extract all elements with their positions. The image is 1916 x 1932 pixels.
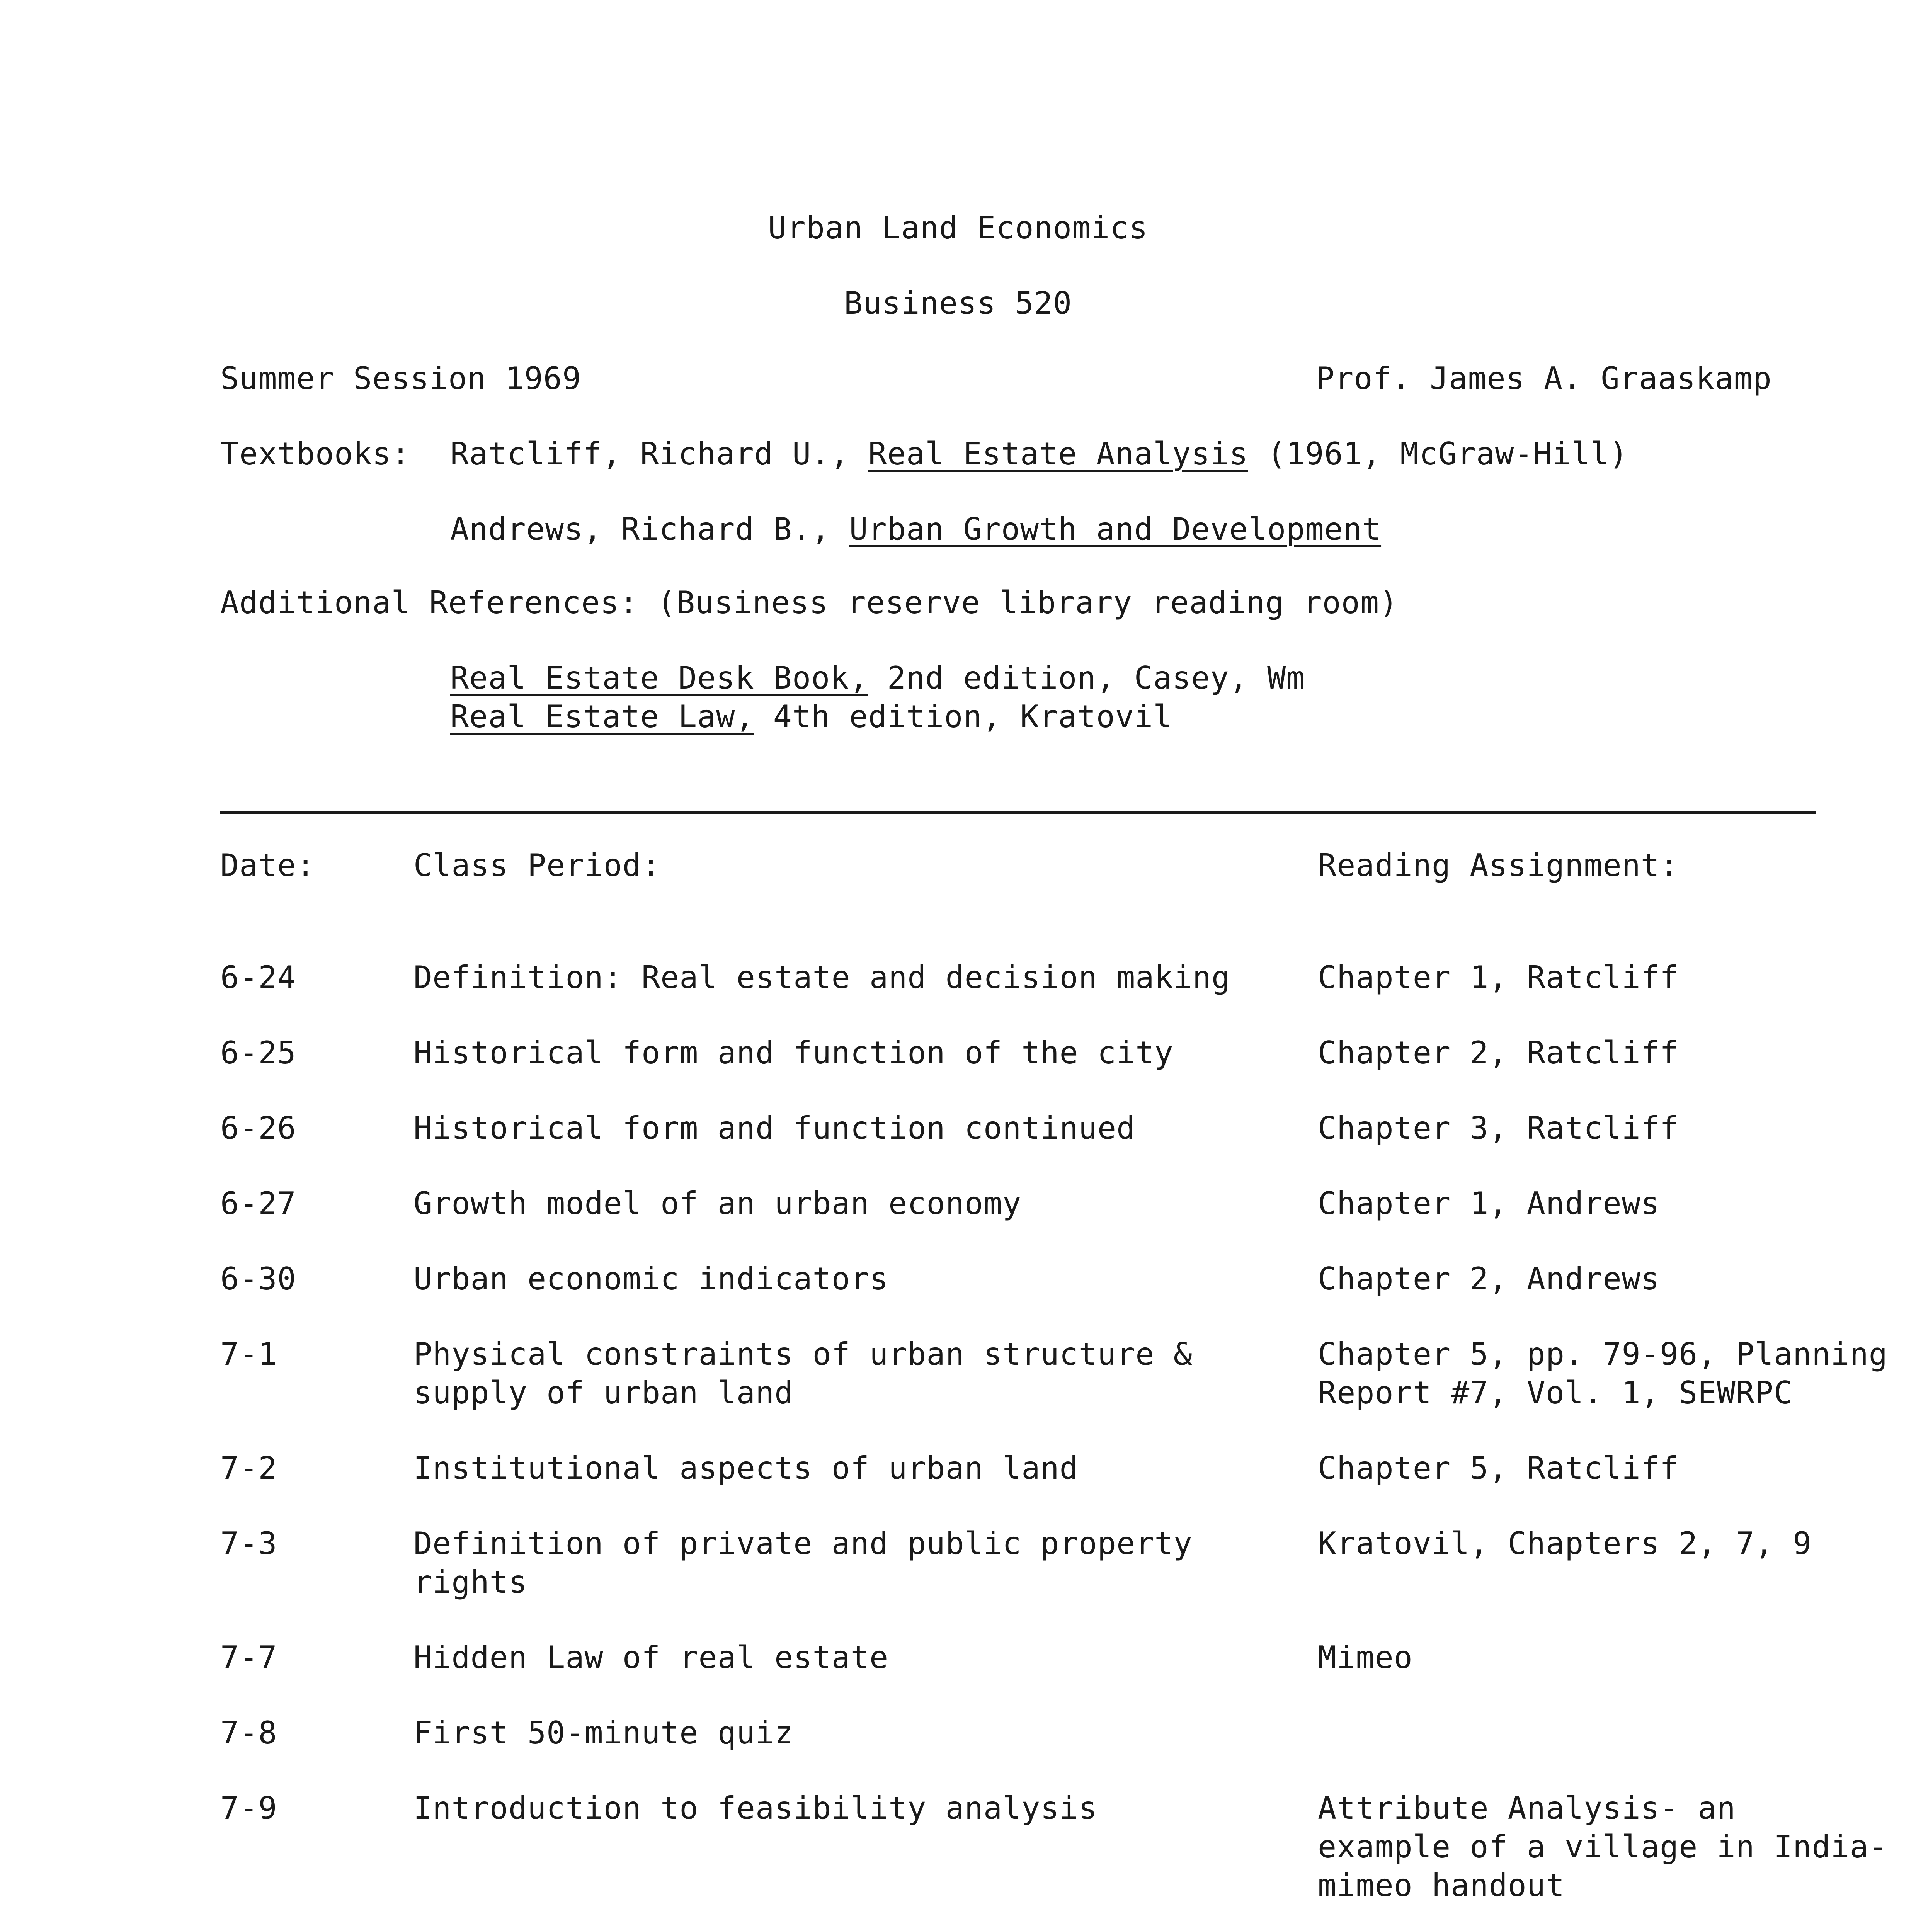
reference-1 (450, 659, 1305, 697)
row-class-period: Definition: Real estate and decision making (413, 959, 1231, 995)
row-class-period: Institutional aspects of urban land (413, 1450, 1079, 1486)
course-title: Urban Land Economics (768, 210, 1148, 246)
header-date: Date: (220, 847, 315, 883)
row-reading-assignment: Chapter 2, Andrews (1318, 1261, 1660, 1297)
textbook-1-title: Real Estate Analysis (868, 436, 1248, 472)
horizontal-divider (220, 811, 1816, 814)
row-reading-assignment: Chapter 3, Ratcliff (1318, 1110, 1679, 1146)
row-class-period: Physical constraints of urban structure & (413, 1336, 1193, 1372)
reference-2-title: Real Estate Law, (450, 699, 754, 735)
row-date: 6-25 (220, 1035, 296, 1071)
row-date: 6-24 (220, 959, 296, 995)
textbook-2 (450, 510, 1381, 549)
row-class-period: Definition of private and public property (413, 1526, 1193, 1561)
row-class-period: Urban economic indicators (413, 1261, 889, 1297)
textbook-1-info: (1961, McGraw-Hill) (1267, 436, 1628, 472)
header-class-period: Class Period: (413, 847, 661, 883)
row-date: 6-30 (220, 1261, 296, 1297)
reference-1-title: Real Estate Desk Book, (450, 660, 868, 696)
course-number: Business 520 (844, 285, 1072, 321)
row-date: 6-26 (220, 1110, 296, 1146)
row-reading-assignment: Report #7, Vol. 1, SEWRPC (1318, 1375, 1793, 1411)
references-label: Additional References: (Business reserve library reading room) (220, 585, 1399, 621)
row-reading-assignment: Mimeo (1318, 1639, 1413, 1675)
row-class-period: Growth model of an urban economy (413, 1185, 1022, 1221)
professor-name: Prof. James A. Graaskamp (1316, 361, 1772, 396)
row-date: 7-9 (220, 1790, 277, 1826)
textbook-2-author: Andrews, Richard B., (450, 511, 830, 547)
row-class-period: rights (413, 1564, 527, 1600)
row-class-period: Hidden Law of real estate (413, 1639, 889, 1675)
row-date: 7-7 (220, 1639, 277, 1675)
row-reading-assignment: Attribute Analysis- an (1318, 1790, 1736, 1826)
row-reading-assignment: Chapter 5, pp. 79-96, Planning (1318, 1336, 1888, 1372)
textbook-1-author: Ratcliff, Richard U., (450, 436, 849, 472)
session-label: Summer Session 1969 (220, 361, 582, 396)
row-date: 7-3 (220, 1526, 277, 1561)
row-reading-assignment: Chapter 1, Andrews (1318, 1185, 1660, 1221)
textbooks-label: Textbooks: (220, 436, 410, 472)
row-class-period: Historical form and function of the city (413, 1035, 1174, 1071)
textbook-2-title: Urban Growth and Development (849, 511, 1382, 547)
row-date: 7-1 (220, 1336, 277, 1372)
row-reading-assignment: Chapter 5, Ratcliff (1318, 1450, 1679, 1486)
reference-2-info: 4th edition, Kratovil (773, 699, 1172, 735)
row-date: 7-2 (220, 1450, 277, 1486)
reference-2 (450, 697, 1172, 736)
reference-1-info: 2nd edition, Casey, Wm (887, 660, 1305, 696)
row-class-period: Historical form and function continued (413, 1110, 1136, 1146)
row-reading-assignment: mimeo handout (1318, 1867, 1565, 1903)
row-reading-assignment: Kratovil, Chapters 2, 7, 9 (1318, 1526, 1812, 1561)
textbook-1 (450, 435, 1628, 473)
row-date: 6-27 (220, 1185, 296, 1221)
row-class-period: First 50-minute quiz (413, 1715, 794, 1751)
row-class-period: Introduction to feasibility analysis (413, 1790, 1098, 1826)
header-reading-assignment: Reading Assignment: (1318, 847, 1679, 883)
row-reading-assignment: Chapter 1, Ratcliff (1318, 959, 1679, 995)
row-reading-assignment: Chapter 2, Ratcliff (1318, 1035, 1679, 1071)
row-reading-assignment: example of a village in India- (1318, 1829, 1888, 1865)
row-date: 7-8 (220, 1715, 277, 1751)
row-class-period: supply of urban land (413, 1375, 794, 1411)
